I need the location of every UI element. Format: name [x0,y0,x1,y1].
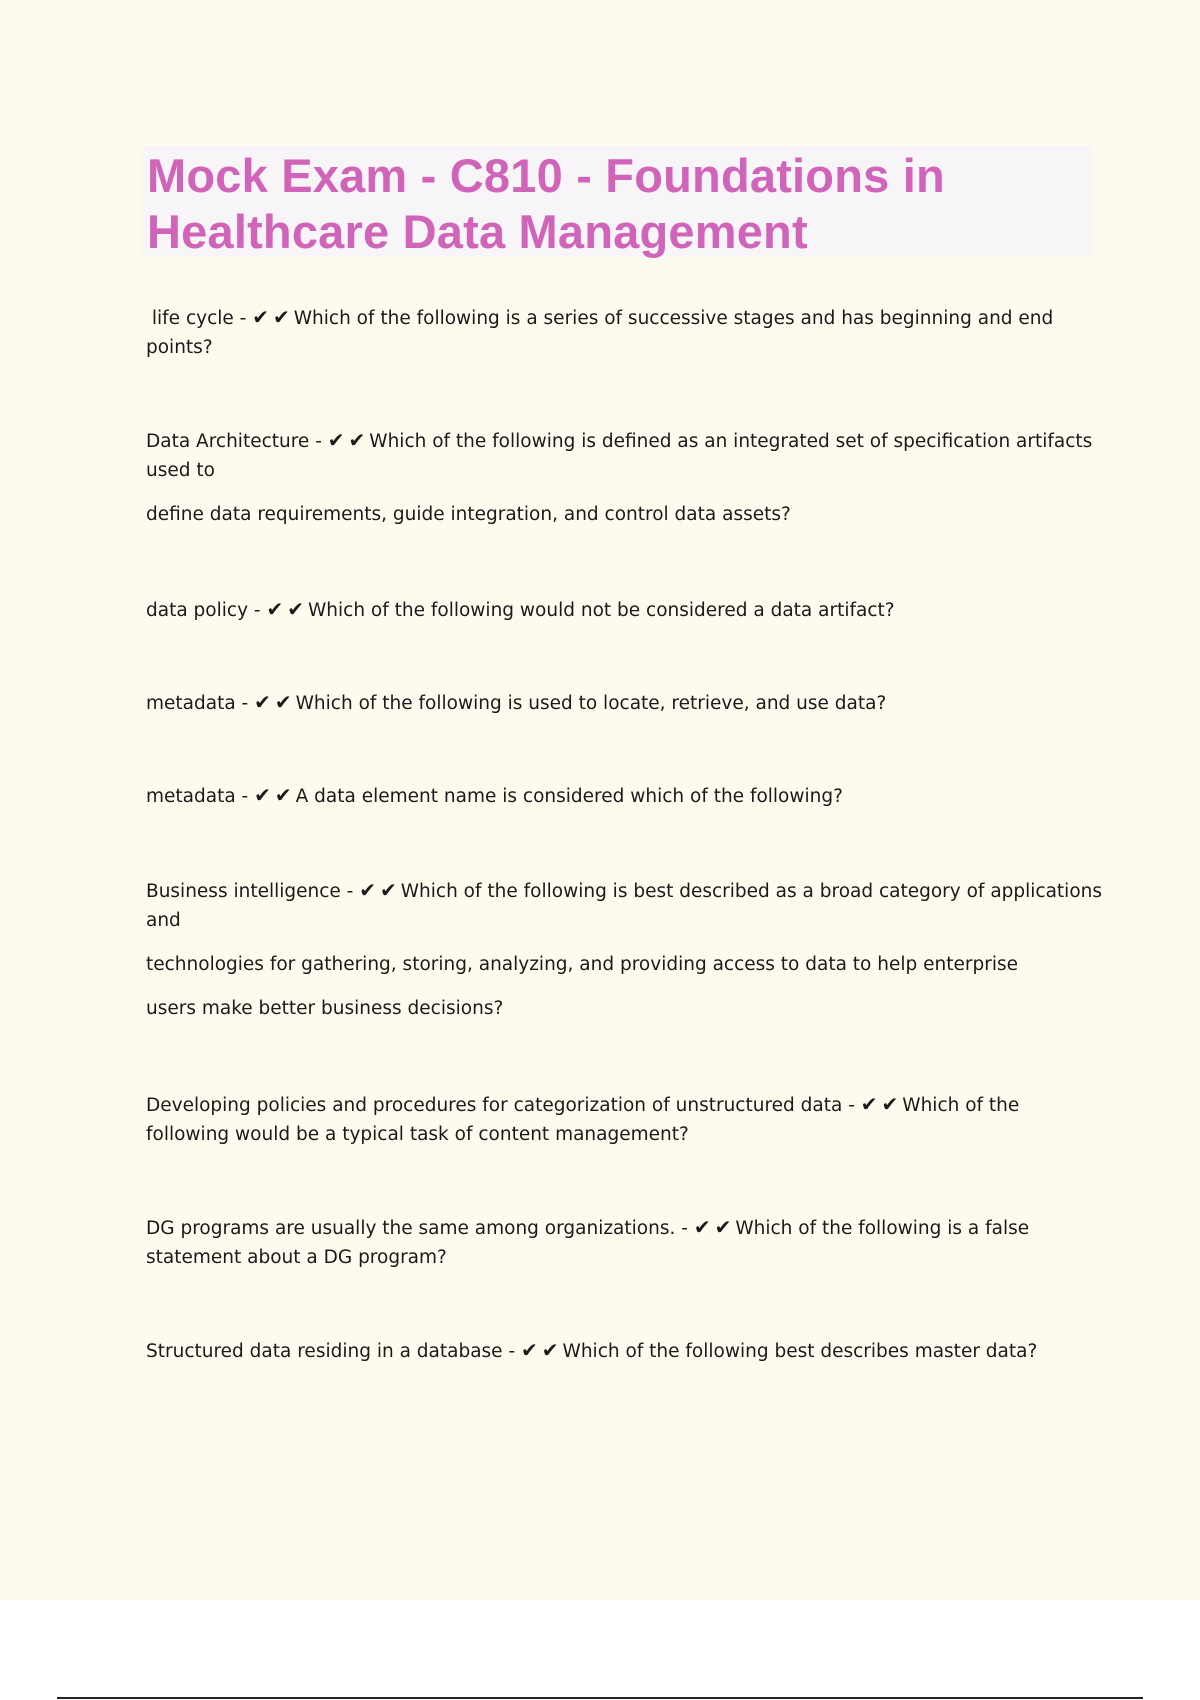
double-check-icon: ✔✔ [252,305,294,329]
question-text: define data requirements, guide integration, and control data assets? [146,504,791,525]
qa-item [146,1091,1096,1149]
question-text: Which of the following is best described as a broad category of applications [400,881,1103,902]
double-check-icon: ✔✔ [860,1092,903,1116]
question-text: and [146,910,181,931]
question-text: points? [146,337,213,358]
question-text: following would be a typical task of content management? [146,1124,689,1145]
footer-divider [57,1697,1143,1699]
double-check-icon: ✔✔ [266,597,308,621]
qa-first-line [146,304,1096,333]
answer-text: Structured data residing in a database - [146,1341,516,1362]
answer-text: metadata - [146,786,249,807]
qa-first-line [146,427,1096,456]
answer-text: Business intelligence - [146,881,354,902]
answer-text: DG programs are usually the same among organizations. - [146,1218,688,1239]
answer-text: Data Architecture - [146,431,322,452]
qa-item [146,427,1096,529]
qa-first-line [146,1214,1096,1243]
double-check-icon: ✔✔ [327,428,370,452]
double-check-icon: ✔✔ [254,783,296,807]
qa-item [146,596,1096,625]
qa-first-line [146,782,1096,811]
qa-first-line [146,1091,1096,1120]
answer-text: metadata - [146,693,249,714]
question-text: Which of the following is defined as an integrated set of specification artifacts [369,431,1093,452]
qa-first-line [146,1337,1096,1366]
qa-item [146,689,1096,718]
question-text: technologies for gathering, storing, analyzing, and providing access to data to help enterprise [146,954,1018,975]
qa-item [146,1337,1096,1366]
question-text: Which of the following is used to locate, retrieve, and use data? [295,693,887,714]
double-check-icon: ✔✔ [254,690,296,714]
question-text: Which of the following is a series of successive stages and has beginning and end [293,308,1054,329]
double-check-icon: ✔✔ [359,878,401,902]
qa-first-line [146,877,1103,906]
question-text: used to [146,460,215,481]
question-text: Which of the following best describes master data? [562,1341,1038,1362]
qa-first-line [146,596,1096,625]
qa-item [146,1214,1096,1272]
question-text: users make better business decisions? [146,998,504,1019]
qa-item [146,304,1096,362]
question-text: statement about a DG program? [146,1247,447,1268]
double-check-icon: ✔✔ [521,1338,563,1362]
qa-item [146,877,1103,1023]
qa-item [146,782,1096,811]
answer-text: data policy - [146,600,261,621]
question-text: Which of the [902,1095,1020,1116]
page-title: Mock Exam - C810 - Foundations in Healthcare Data Management [147,149,945,258]
answer-text: life cycle - [151,308,247,329]
question-text: Which of the following would not be considered a data artifact? [307,600,895,621]
question-text: A data element name is considered which of the following? [295,786,843,807]
question-text: Which of the following is a false [735,1218,1030,1239]
qa-first-line [146,689,1096,718]
answer-text: Developing policies and procedures for categorization of unstructured data - [146,1095,855,1116]
double-check-icon: ✔✔ [693,1215,736,1239]
